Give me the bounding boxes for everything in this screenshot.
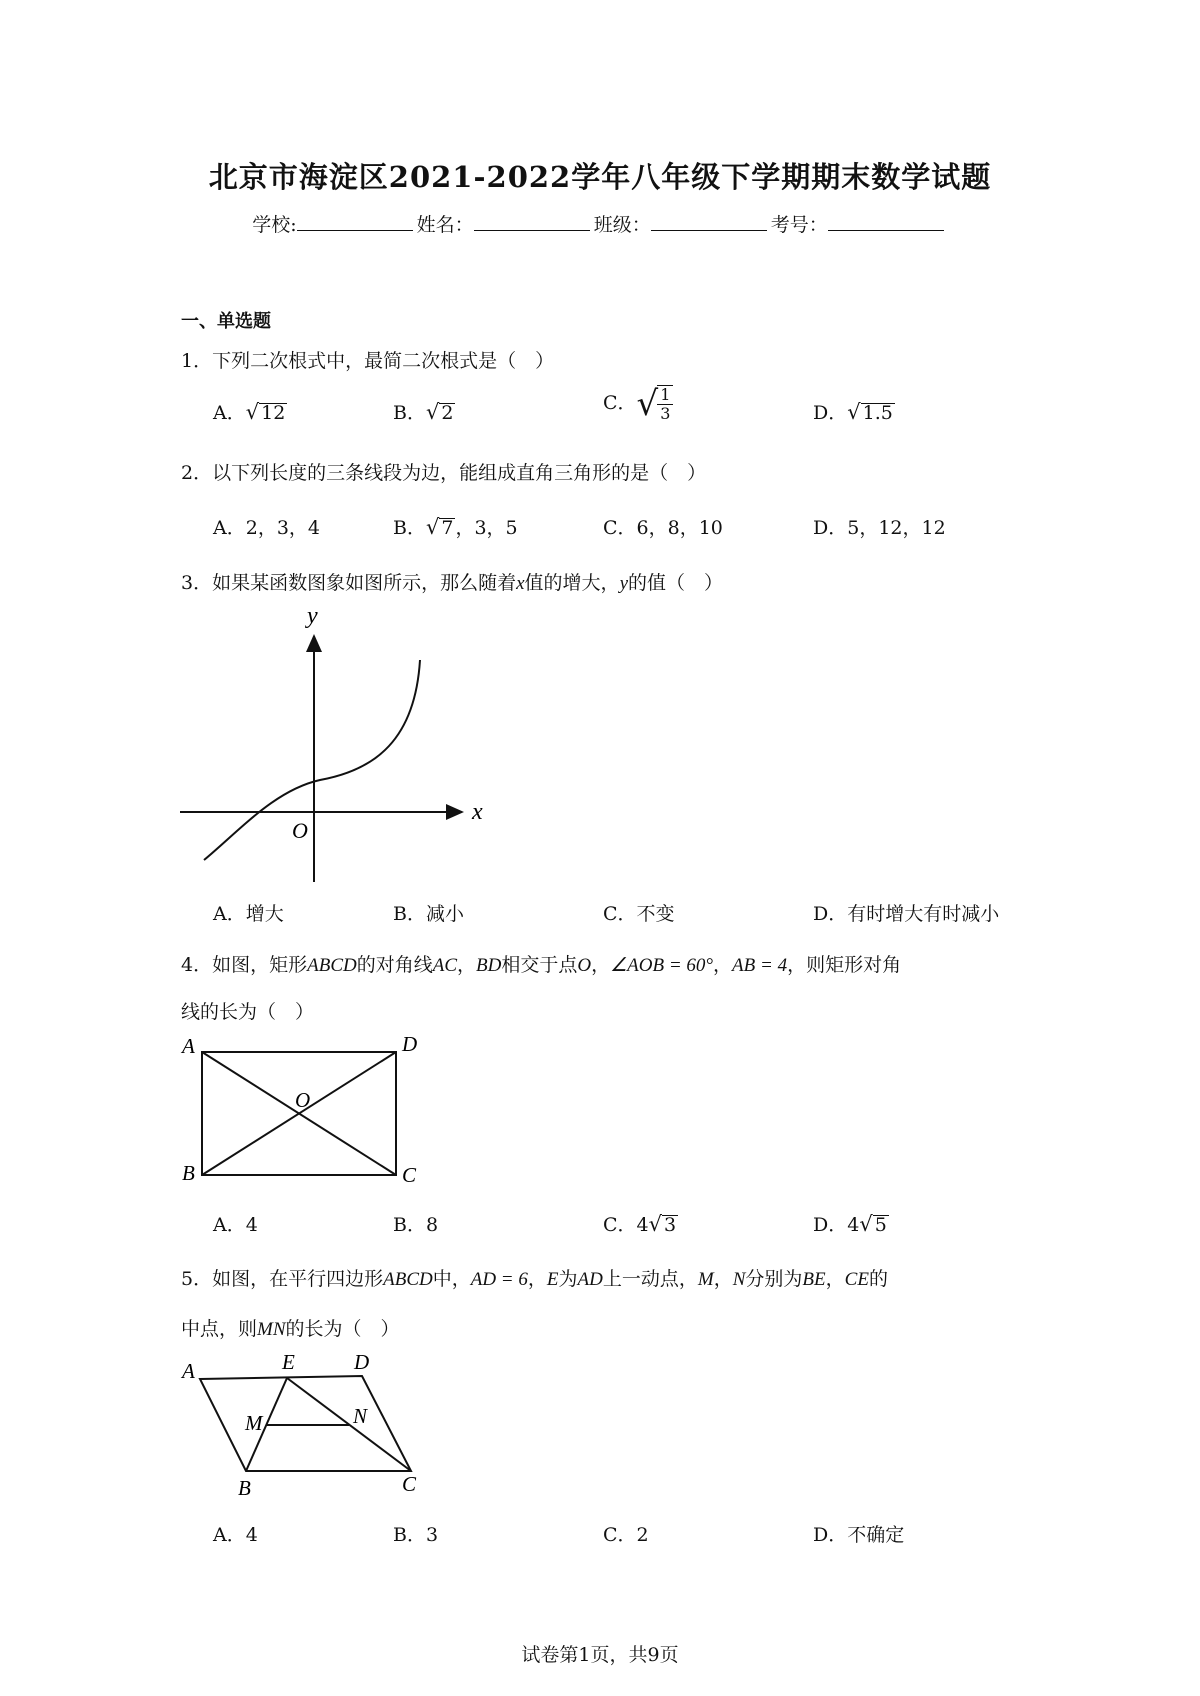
q3-function-graph: [170, 600, 500, 890]
page-footer: 试卷第1页，共9页: [521, 1644, 679, 1666]
q4-option-b: B．8: [393, 1214, 439, 1236]
school-blank: [297, 212, 413, 231]
q5-parallelogram-figure: [178, 1345, 438, 1505]
exam-no-label: 考号：: [770, 214, 828, 236]
school-label: 学校:: [252, 214, 297, 236]
q3-option-c: C．不变: [603, 903, 675, 925]
question-1-stem: [181, 346, 554, 373]
question-5-stem-line2: 中点，则MN的长为（ ）: [181, 1318, 400, 1340]
q2-option-b: B．√ 7 ，3，5: [393, 515, 518, 539]
q5-option-a: A．4: [213, 1524, 258, 1546]
question-number: 1．: [181, 350, 213, 372]
label-o: O: [295, 1088, 311, 1112]
label-b: B: [238, 1476, 251, 1500]
q2-option-a: A．2，3，4: [213, 517, 320, 539]
class-label: 班级：: [593, 214, 651, 236]
q4-rectangle-figure: [178, 1030, 438, 1190]
label-c: C: [402, 1163, 417, 1187]
q4-option-a: A．4: [213, 1214, 258, 1236]
label-c: C: [402, 1472, 417, 1496]
question-2-stem: 2．以下列长度的三条线段为边，能组成直角三角形的是（ ）: [181, 462, 707, 484]
label-a: A: [182, 1034, 195, 1058]
y-axis-label: y: [307, 603, 318, 629]
name-blank: [474, 212, 590, 231]
label-d: D: [402, 1032, 418, 1056]
question-3-stem: 3．如果某函数图象如图所示，那么随着x值的增大，y的值（ ）: [181, 572, 724, 594]
exam-no-blank: [828, 212, 944, 231]
x-axis-label: x: [472, 799, 483, 825]
function-curve: [204, 660, 420, 860]
q1-option-c: C．√ $\frac{1}{3}$: [603, 384, 673, 424]
name-label: 姓名：: [416, 214, 474, 236]
parallelogram-abcd: [200, 1376, 411, 1471]
question-4-stem-line2: 线的长为（ ）: [181, 1001, 315, 1023]
student-info-line: [0, 210, 1200, 237]
q4-option-d: D．4√ 5: [813, 1212, 887, 1236]
section-title: 一、单选题: [181, 311, 271, 332]
q4-option-c: C．4√ 3: [603, 1212, 677, 1236]
label-m: M: [245, 1411, 263, 1435]
q5-option-d: D．不确定: [813, 1524, 905, 1546]
label-a: A: [182, 1359, 195, 1383]
question-text: 下列二次根式中，最简二次根式是（ ）: [212, 350, 555, 372]
class-blank: [651, 212, 767, 231]
label-n: N: [353, 1404, 368, 1428]
q1-option-d: D．√ 1.5: [813, 400, 893, 424]
label-d: D: [354, 1350, 370, 1374]
origin-label: O: [292, 818, 308, 843]
q5-option-c: C．2: [603, 1524, 649, 1546]
q3-option-b: B．减小: [393, 903, 464, 925]
question-4-stem: 4．如图，矩形ABCD的对角线AC，BD相交于点O，∠AOB = 60°，AB = 4，则矩形对角: [181, 954, 902, 976]
q3-option-d: D．有时增大有时减小: [813, 903, 1000, 925]
question-5-stem: 5．如图，在平行四边形ABCD中，AD = 6，E为AD上一动点，M，N分别为BE，CE的: [181, 1268, 888, 1290]
q3-option-a: A．增大: [213, 903, 284, 925]
label-b: B: [182, 1161, 195, 1185]
q1-option-b: B．√ 2: [393, 400, 454, 424]
q1-option-a: A．√ 12: [213, 400, 286, 424]
q2-option-d: D．5，12，12: [813, 517, 946, 539]
q5-option-b: B．3: [393, 1524, 439, 1546]
q2-option-c: C．6，8，10: [603, 517, 723, 539]
label-e: E: [282, 1350, 295, 1374]
page-title: 北京市海淀区2021-2022学年八年级下学期期末数学试题: [208, 160, 992, 194]
